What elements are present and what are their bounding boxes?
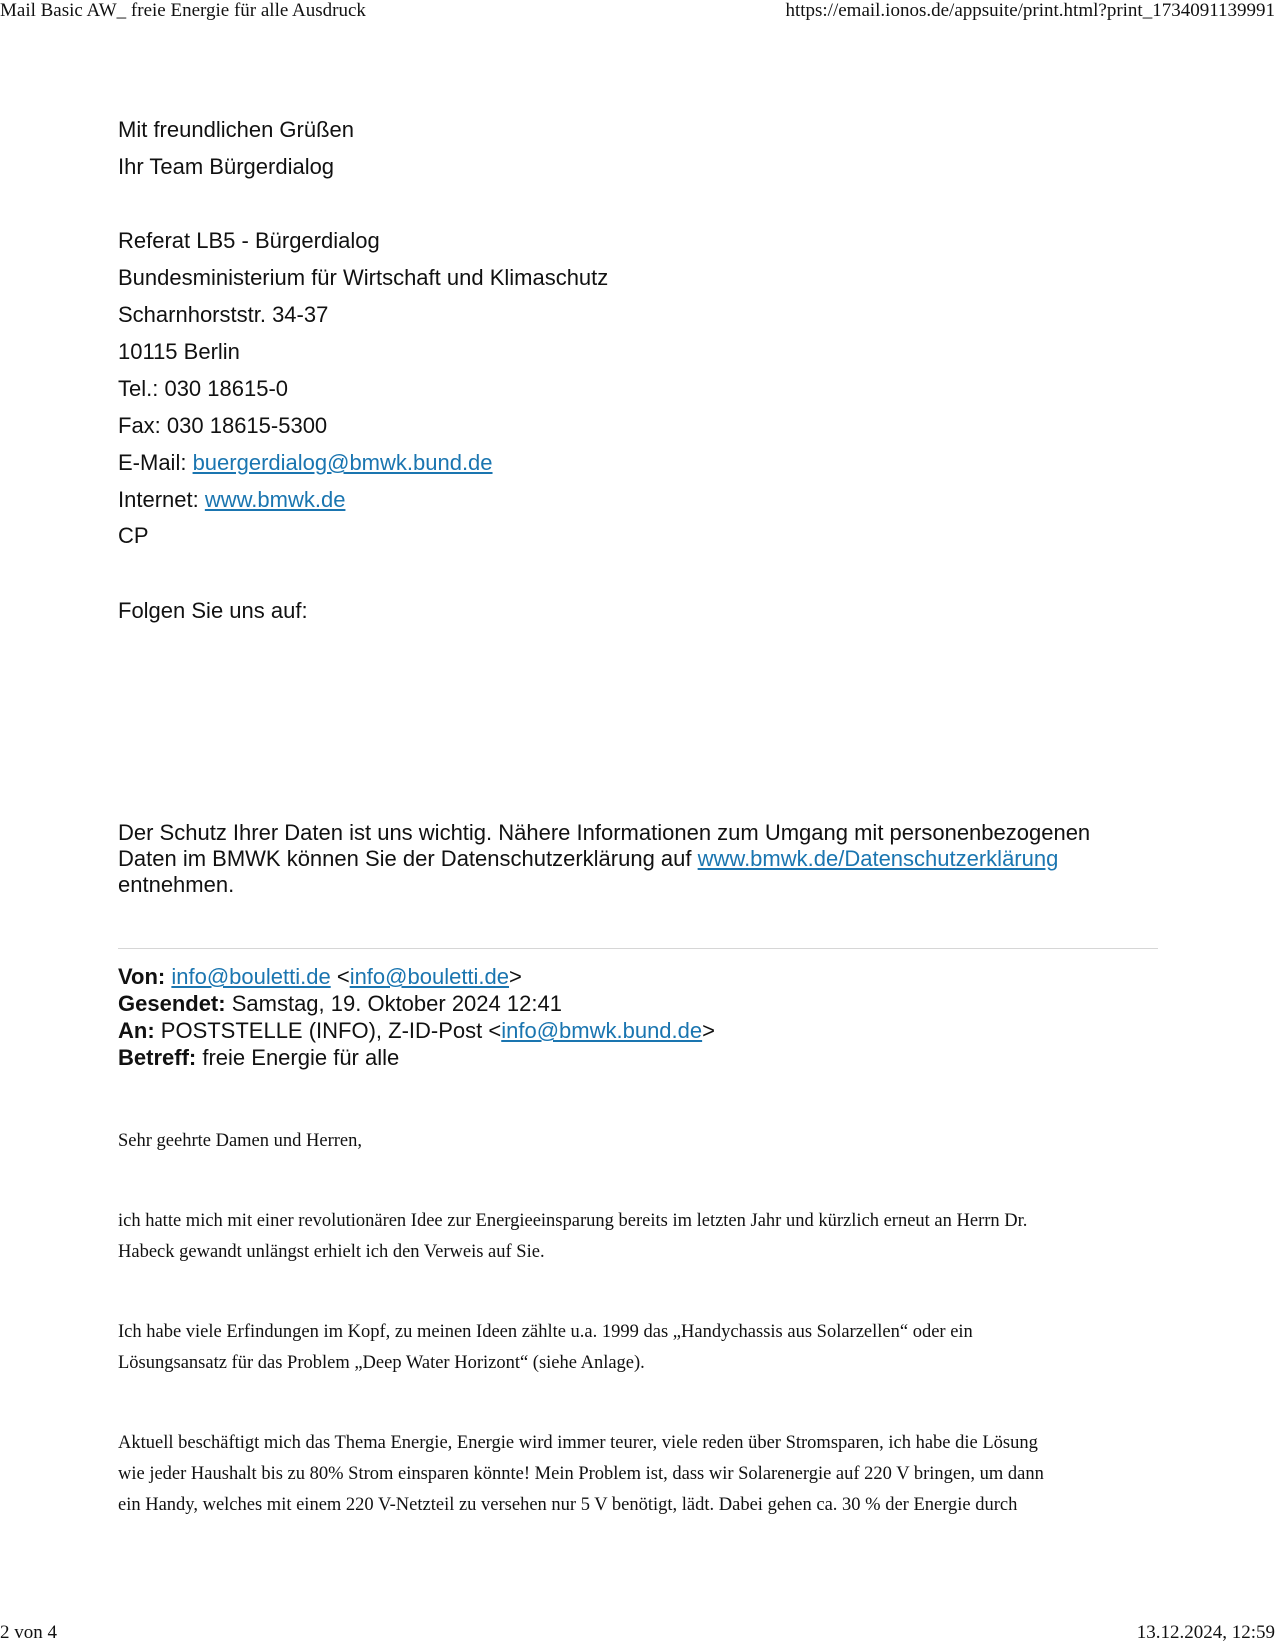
phone: Tel.: 030 18615-0 bbox=[118, 376, 289, 401]
privacy-line-2 bbox=[118, 846, 1058, 872]
to-value: POSTSTELLE (INFO), Z-ID-Post < bbox=[160, 1018, 502, 1043]
sent-line bbox=[118, 990, 562, 1017]
initials: CP bbox=[118, 523, 149, 548]
email-line bbox=[118, 450, 493, 476]
paragraph-3 bbox=[118, 1428, 1138, 1521]
paragraph-3-line-3: ein Handy, welches mit einem 220 V-Netzteil zu versehen nur 5 V benötigt, lädt. Dabei gehen ca. 30 % der Energie durch bbox=[118, 1495, 1018, 1515]
paragraph-1-line-1: ich hatte mich mit einer revolutionären Idee zur Energieeinsparung bereits im letzten Jahr und kürzlich erneut an Herrn Dr. bbox=[118, 1211, 1028, 1231]
department: Referat LB5 - Bürgerdialog bbox=[118, 228, 380, 253]
paragraph-3-line-2: wie jeder Haushalt bis zu 80% Strom einsparen könnte! Mein Problem ist, dass wir Solarenergie auf 220 V bringen, um dann bbox=[118, 1464, 1044, 1484]
privacy-link[interactable]: www.bmwk.de/Datenschutzerklärung bbox=[697, 846, 1059, 871]
from-link[interactable]: info@bouletti.de bbox=[171, 964, 331, 989]
paragraph-3-line-1: Aktuell beschäftigt mich das Thema Energie, Energie wird immer teurer, viele reden über Stromsparen, ich habe die Lösung bbox=[118, 1433, 1038, 1453]
fax: Fax: 030 18615-5300 bbox=[118, 413, 328, 438]
paragraph-1 bbox=[118, 1206, 1138, 1268]
paragraph-2-line-2: Lösungsansatz für das Problem „Deep Water Horizont“ (siehe Anlage). bbox=[118, 1353, 645, 1373]
gt-sign: > bbox=[509, 964, 522, 989]
ministry: Bundesministerium für Wirtschaft und Klimaschutz bbox=[118, 265, 609, 290]
closing: Mit freundlichen Grüßen bbox=[118, 117, 354, 142]
email-label: E-Mail: bbox=[118, 450, 193, 475]
from-link-bracket[interactable]: info@bouletti.de bbox=[349, 964, 510, 989]
gt-sign: > bbox=[702, 1018, 715, 1043]
internet-label: Internet: bbox=[118, 487, 205, 512]
to-label: An: bbox=[118, 1018, 155, 1043]
subject-label: Betreff: bbox=[118, 1045, 197, 1070]
divider bbox=[118, 948, 1158, 949]
sent-label: Gesendet: bbox=[118, 991, 226, 1016]
from-label: Von: bbox=[118, 964, 166, 989]
paragraph-2-line-1: Ich habe viele Erfindungen im Kopf, zu meinen Ideen zählte u.a. 1999 das „Handychassis aus Solarzellen“ oder ein bbox=[118, 1322, 973, 1342]
print-title: Mail Basic AW_ freie Energie für alle Ausdruck bbox=[0, 0, 366, 21]
salutation: Sehr geehrte Damen und Herren, bbox=[118, 1131, 362, 1151]
paragraph-2 bbox=[118, 1317, 1138, 1379]
paragraph-1-line-2: Habeck gewandt unlängst erhielt ich den Verweis auf Sie. bbox=[118, 1242, 545, 1262]
lt-sign: < bbox=[336, 964, 350, 989]
follow-us: Folgen Sie uns auf: bbox=[118, 598, 308, 623]
subject-line bbox=[118, 1044, 399, 1071]
print-url: https://email.ionos.de/appsuite/print.html?print_1734091139991 bbox=[785, 0, 1275, 21]
to-line bbox=[118, 1017, 715, 1044]
privacy-line-3: entnehmen. bbox=[118, 872, 235, 897]
privacy-line-2-text: Daten im BMWK können Sie der Datenschutzerklärung auf bbox=[118, 846, 698, 871]
team-name: Ihr Team Bürgerdialog bbox=[118, 154, 335, 179]
from-line bbox=[118, 963, 522, 990]
print-datetime: 13.12.2024, 12:59 bbox=[1136, 1622, 1275, 1643]
internet-line bbox=[118, 487, 345, 513]
sent-value: Samstag, 19. Oktober 2024 12:41 bbox=[231, 991, 562, 1016]
street: Scharnhorststr. 34-37 bbox=[118, 302, 329, 327]
internet-link[interactable]: www.bmwk.de bbox=[204, 487, 346, 512]
city: 10115 Berlin bbox=[118, 339, 240, 364]
subject-value: freie Energie für alle bbox=[202, 1045, 400, 1070]
page-number: 2 von 4 bbox=[0, 1622, 57, 1643]
privacy-line-1: Der Schutz Ihrer Daten ist uns wichtig. Nähere Informationen zum Umgang mit personenbezogenen bbox=[118, 820, 1091, 845]
to-link[interactable]: info@bmwk.bund.de bbox=[501, 1018, 703, 1043]
email-link[interactable]: buergerdialog@bmwk.bund.de bbox=[192, 450, 493, 475]
